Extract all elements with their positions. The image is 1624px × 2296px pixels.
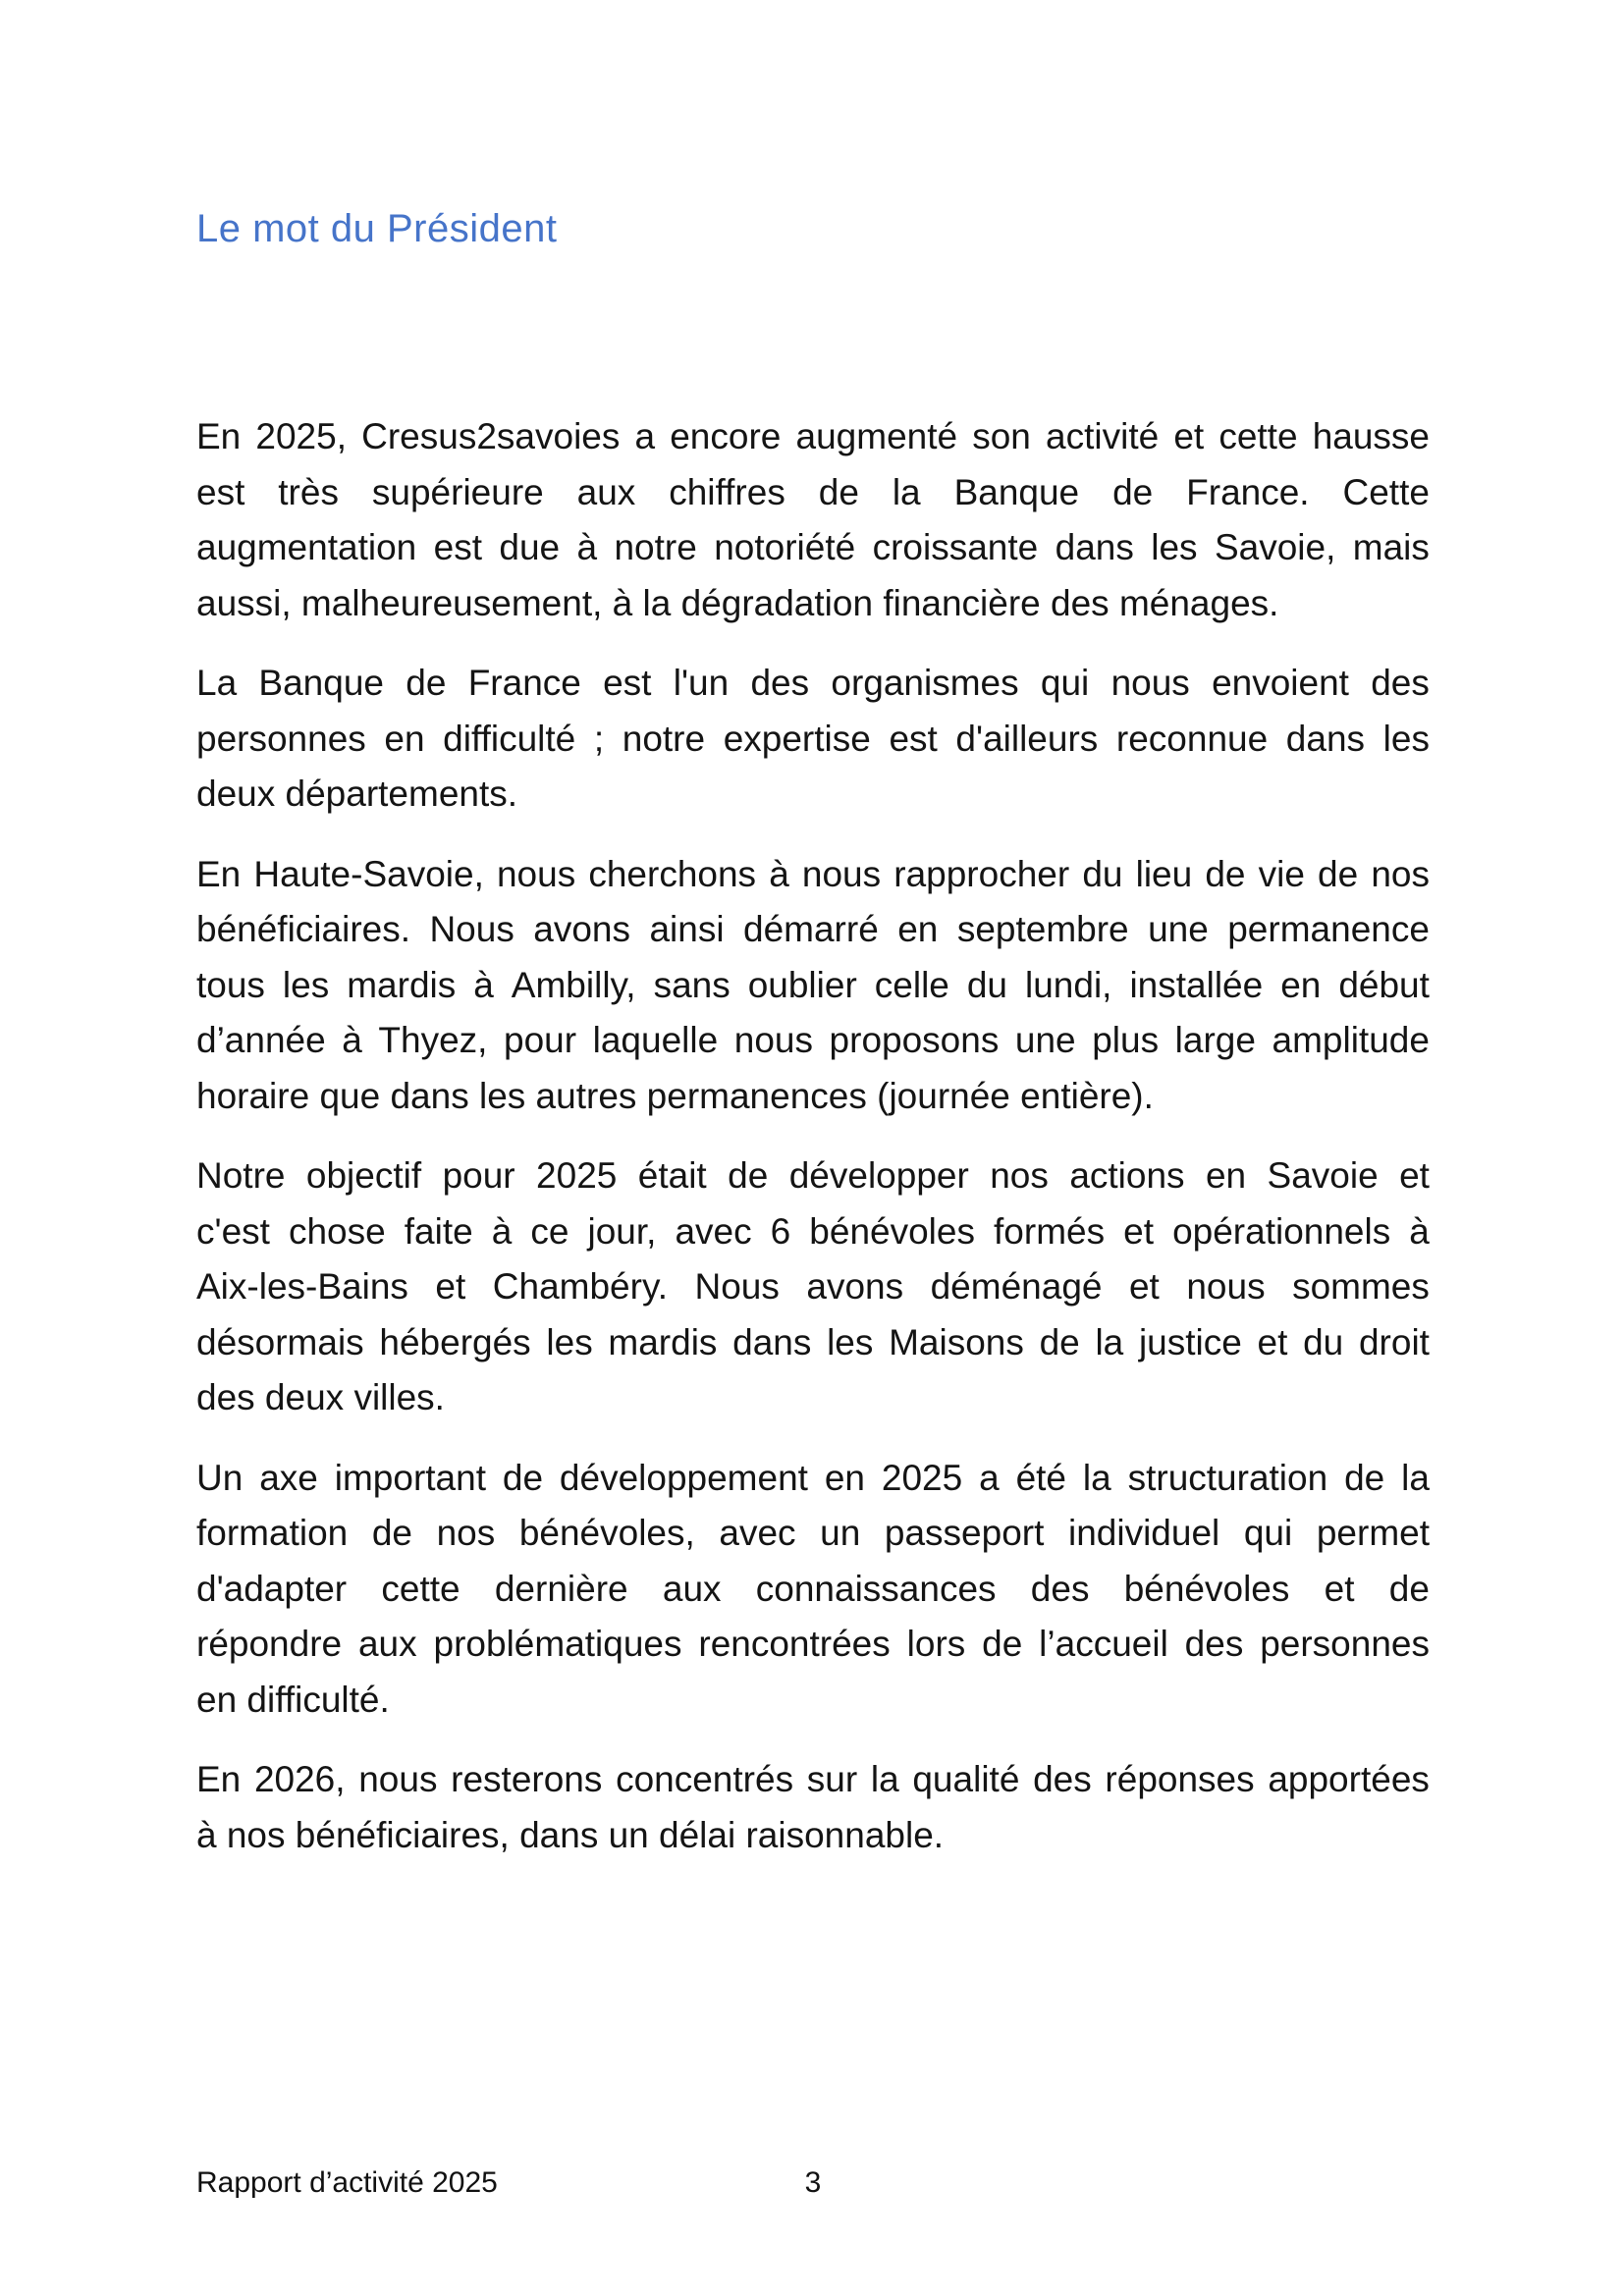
text-line: augmentation est due à notre notoriété croissante dans les Savoie, mais <box>196 527 1430 567</box>
page-title: Le mot du Président <box>196 206 558 250</box>
footer-page-number: 3 <box>804 2166 822 2199</box>
paragraph <box>196 1148 1430 1426</box>
text-line: Aix-les-Bains et Chambéry. Nous avons déménagé et nous sommes <box>196 1266 1430 1307</box>
text-line: formation de nos bénévoles, avec un passeport individuel qui permet <box>196 1513 1430 1553</box>
text-line: Notre objectif pour 2025 était de développer nos actions en Savoie et <box>196 1155 1430 1196</box>
text-line: des deux villes. <box>196 1377 445 1417</box>
page-footer <box>196 2165 1430 2205</box>
text-line: d’année à Thyez, pour laquelle nous proposons une plus large amplitude <box>196 1020 1430 1060</box>
text-line: à nos bénéficiaires, dans un délai raisonnable. <box>196 1814 945 1855</box>
text-line: désormais hébergés les mardis dans les Maisons de la justice et du droit <box>196 1321 1430 1362</box>
text-line: personnes en difficulté ; notre expertise est d'ailleurs reconnue dans les <box>196 718 1430 759</box>
text-line: répondre aux problématiques rencontrées lors de l’accueil des personnes <box>196 1624 1430 1664</box>
text-line: En Haute-Savoie, nous cherchons à nous rapprocher du lieu de vie de nos <box>196 853 1430 894</box>
text-line: bénéficiaires. Nous avons ainsi démarré en septembre une permanence <box>196 909 1430 949</box>
paragraph <box>196 1752 1430 1863</box>
text-line: c'est chose faite à ce jour, avec 6 bénévoles formés et opérationnels à <box>196 1210 1430 1252</box>
text-line: En 2026, nous resterons concentrés sur la qualité des réponses apportées <box>196 1759 1430 1799</box>
paragraph <box>196 847 1430 1125</box>
text-line: Un axe important de développement en 2025 a été la structuration de la <box>196 1457 1430 1498</box>
text-line: horaire que dans les autres permanences (journée entière). <box>196 1075 1154 1116</box>
paragraph <box>196 1451 1430 1729</box>
text-line: La Banque de France est l'un des organismes qui nous envoient des <box>196 663 1430 703</box>
text-line: aussi, malheureusement, à la dégradation financière des ménages. <box>196 582 1279 623</box>
paragraph <box>196 656 1430 823</box>
text-line: tous les mardis à Ambilly, sans oublier celle du lundi, installée en début <box>196 964 1430 1005</box>
footer-report-title: Rapport d’activité 2025 <box>196 2166 498 2199</box>
text-line: d'adapter cette dernière aux connaissances des bénévoles et de <box>196 1568 1430 1609</box>
text-line: est très supérieure aux chiffres de la Banque de France. Cette <box>196 471 1430 512</box>
text-line: en difficulté. <box>196 1679 390 1720</box>
text-line: deux départements. <box>196 774 518 814</box>
paragraph <box>196 409 1430 631</box>
body-paragraphs <box>196 409 1430 1863</box>
text-line: En 2025, Cresus2savoies a encore augmenté son activité et cette hausse <box>196 416 1430 456</box>
